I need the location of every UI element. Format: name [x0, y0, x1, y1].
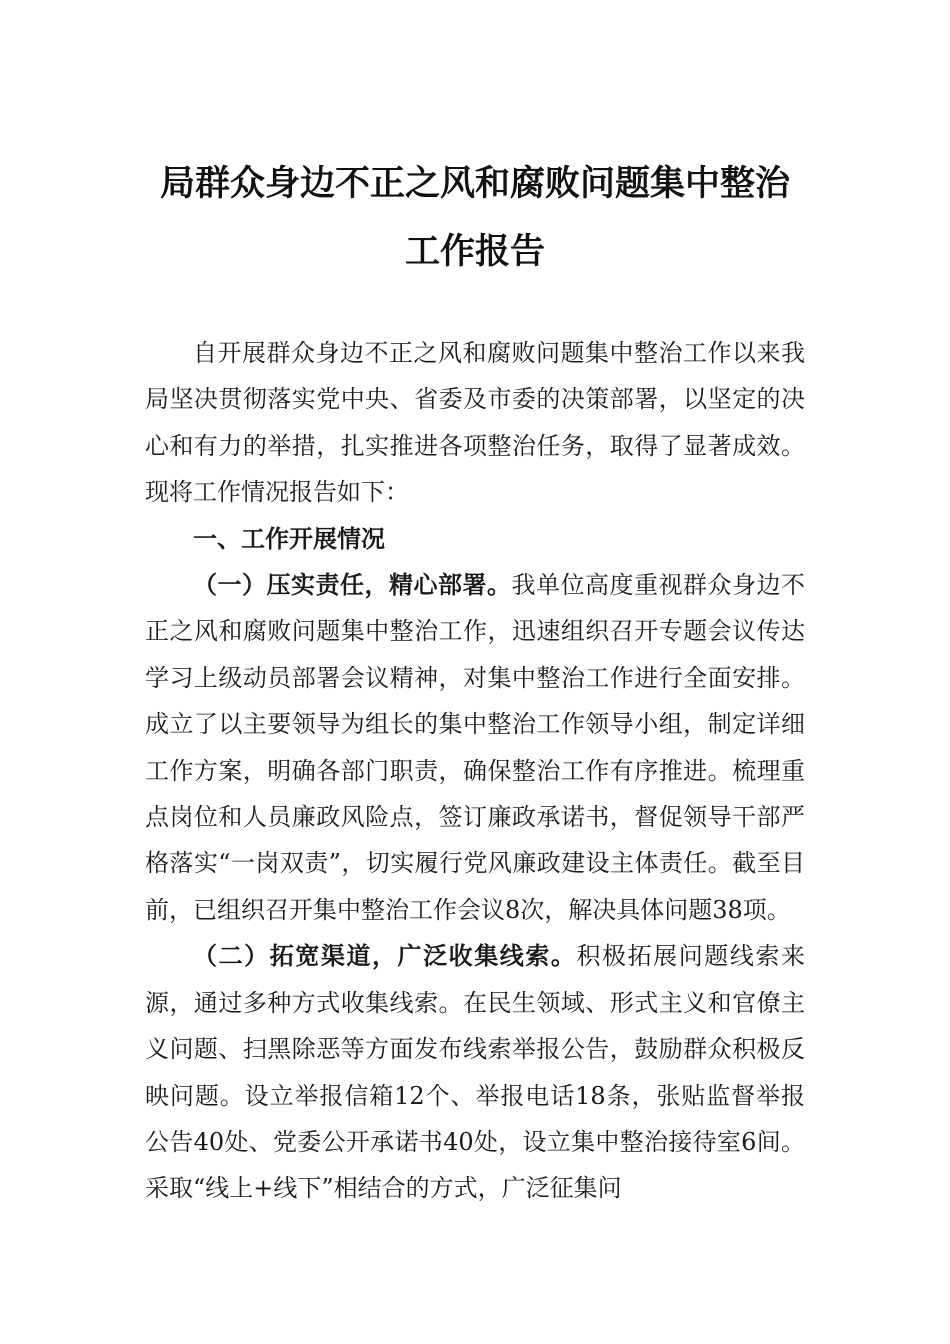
- document-title-line-1: 局群众身边不正之风和腐败问题集中整治: [159, 163, 790, 204]
- intro-paragraph: 自开展群众身边不正之风和腐败问题集中整治工作以来我局坚决贯彻落实党中央、省委及市委的决策部署，以坚定的决心和有力的举措，扎实推进各项整治任务，取得了显著成效。现将工作情况报告如下：: [145, 339, 805, 507]
- subsection-heading-1: （一）压实责任，精心部署。: [193, 570, 512, 600]
- subsection-paragraph-2: [145, 933, 805, 1211]
- document-body: [145, 330, 805, 1212]
- section-heading-1: 一、工作开展情况: [193, 524, 385, 553]
- subsection-body-1: 我单位高度重视群众身边不正之风和腐败问题集中整治工作，迅速组织召开专题会议传达学习上级动员部署会议精神，对集中整治工作进行全面安排。成立了以主要领导为组长的集中整治工作领导小组，制定详细工作方案，明确各部门职责，确保整治工作有序推进。梳理重点岗位和人员廉政风险点，签订廉政承诺书，督促领导干部严格落实“一岗双责”，切实履行党风廉政建设主体责任。截至目前，已组织召开集中整治工作会议8次，解决具体问题38项。: [145, 571, 805, 924]
- document-title-line-2: 工作报告: [404, 231, 545, 272]
- subsection-heading-2: （二）拓宽渠道，广泛收集线索。: [193, 941, 577, 971]
- subsection-body-2: 积极拓展问题线索来源，通过多种方式收集线索。在民生领域、形式主义和官僚主义问题、扫黑除恶等方面发布线索举报公告，鼓励群众积极反映问题。设立举报信箱12个、举报电话18条，张贴监督举报公告40处、党委公开承诺书40处，设立集中整治接待室6间。采取“线上+线下”相结合的方式，广泛征集问: [145, 942, 806, 1203]
- subsection-paragraph-1: [145, 562, 805, 933]
